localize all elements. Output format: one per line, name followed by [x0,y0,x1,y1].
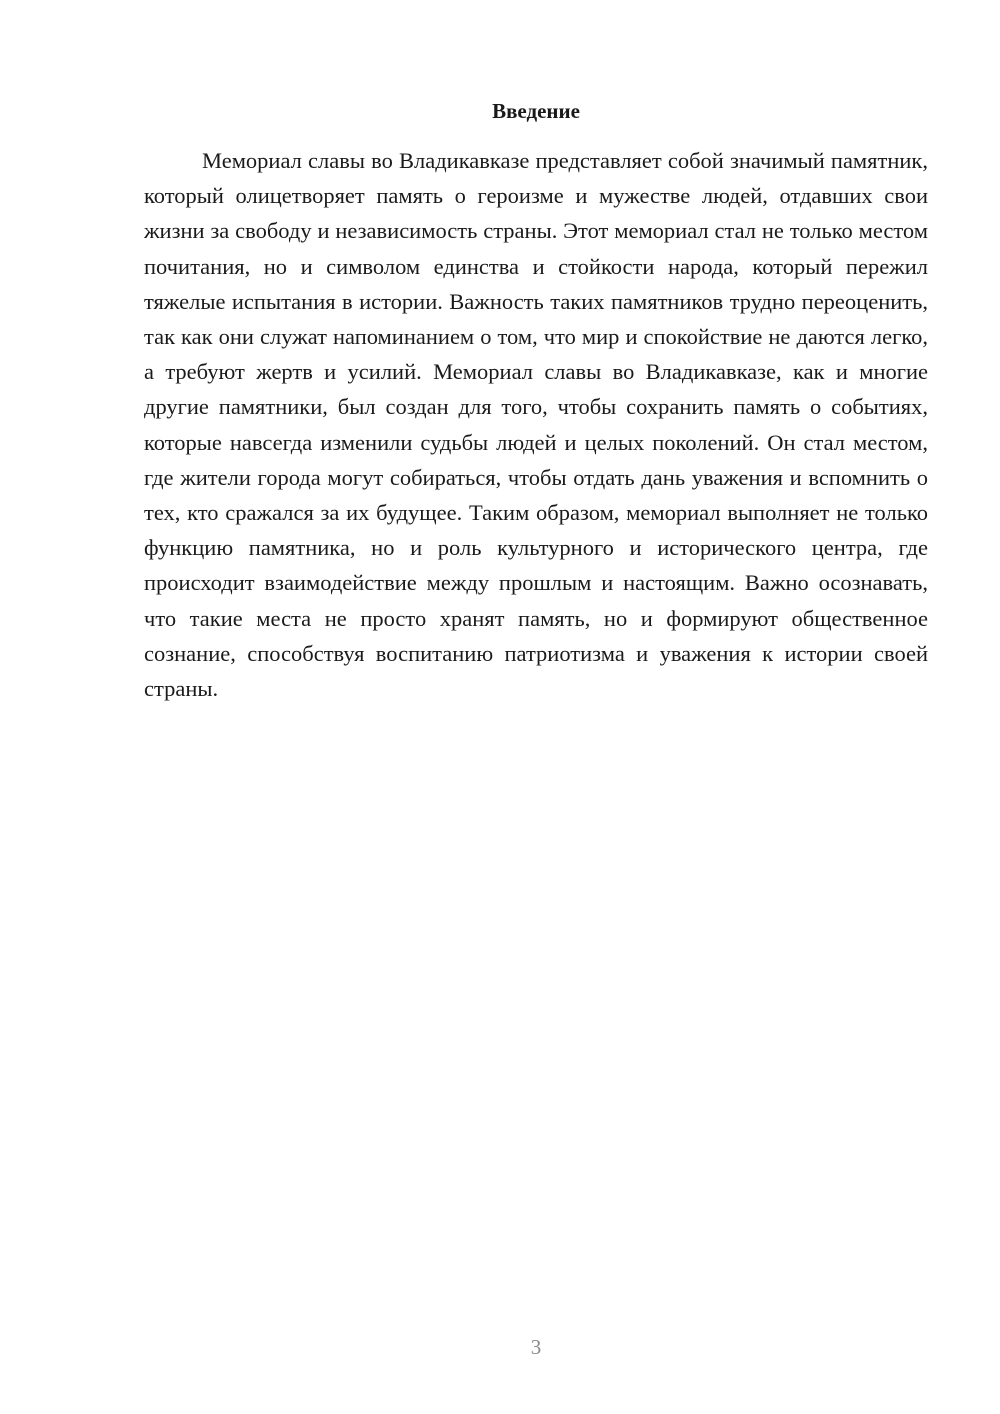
page-number: 3 [530,1335,542,1359]
body-paragraph: Мемориал славы во Владикавказе представляет собой значимый памятник, который олицетворяет память о героизме и мужестве людей, отдавших свои жизни за свободу и независимость страны. Этот мемориал стал не только местом почитания, но и символом единства и стойкости народа, который пережил тяжелые испытания в истории. Важность таких памятников трудно переоценить, так как они служат напоминанием о том, что мир и спокойствие не даются легко, а требуют жертв и усилий. Мемориал славы во Владикавказе, как и многие другие памятники, был создан для того, чтобы сохранить память о событиях, которые навсегда изменили судьбы людей и целых поколений. Он стал местом, где жители города могут собираться, чтобы отдать дань уважения и вспомнить о тех, кто сражался за их будущее. Таким образом, мемориал выполняет не только функцию памятника, но и роль культурного и исторического центра, где происходит взаимодействие между прошлым и настоящим. Важно осознавать, что такие места не просто хранят память, но и формируют общественное сознание, способствуя воспитанию патриотизма и уважения к истории своей страны. [144,148,928,702]
section-heading: Введение [492,99,580,123]
